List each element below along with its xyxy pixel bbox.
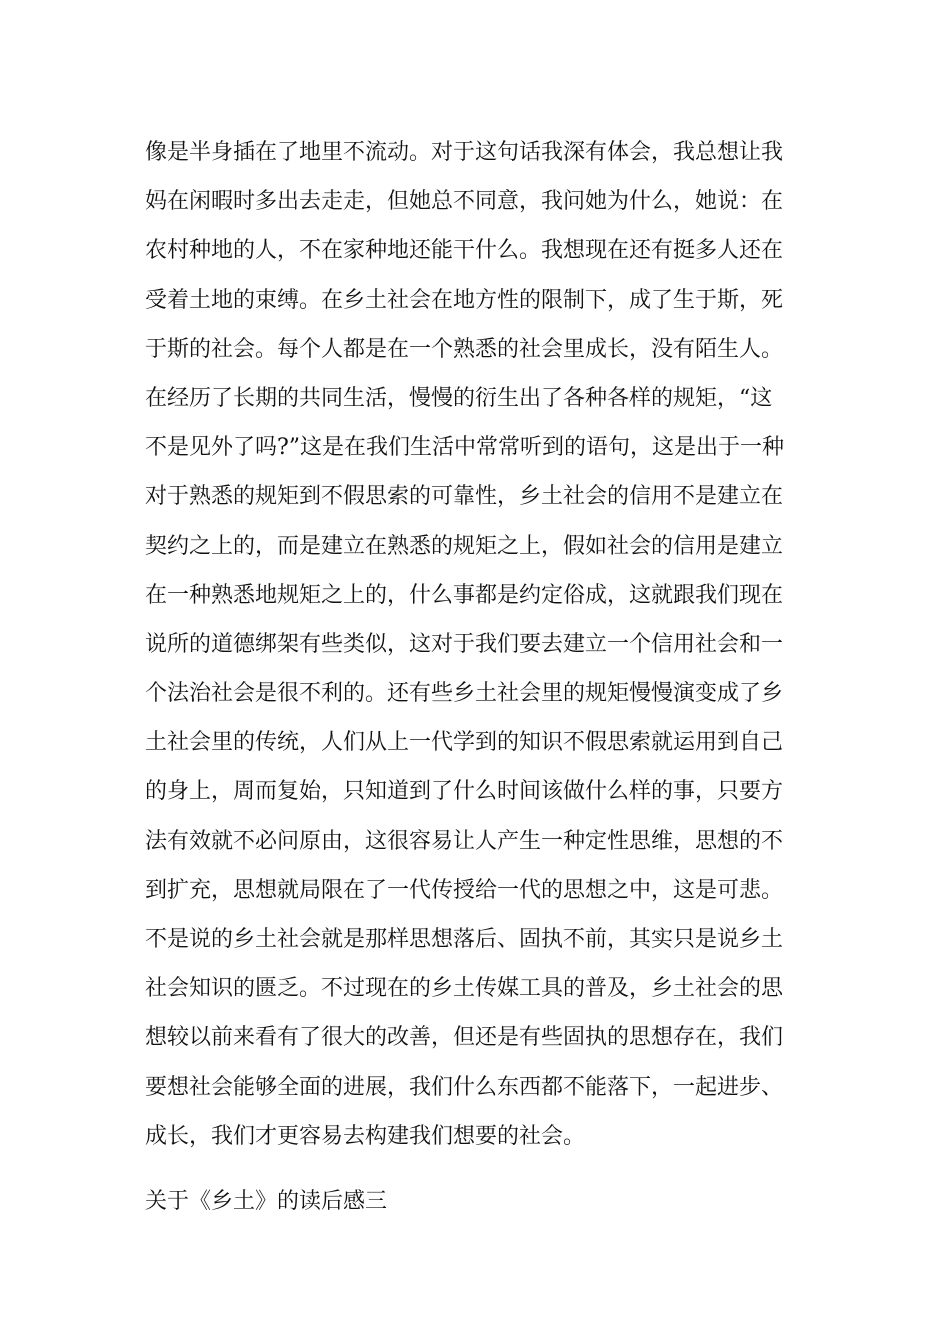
body-line: 像是半身插在了地里不流动。对于这句话我深有体会，我总想让我 [145, 140, 784, 165]
body-line: 在经历了长期的共同生活，慢慢的衍生出了各种各样的规矩，“这 [145, 385, 773, 411]
body-line: 要想社会能够全面的进展，我们什么东西都不能落下，一起进步、 [145, 1074, 784, 1100]
section-title: 关于《乡土》的读后感三 [145, 1189, 388, 1214]
body-line: 成长，我们才更容易去构建我们想要的社会。 [145, 1123, 586, 1149]
body-line: 不是见外了吗?”这是在我们生活中常常听到的语句，这是出于一种 [145, 435, 785, 461]
body-line: 受着土地的束缚。在乡土社会在地方性的限制下，成了生于斯，死 [145, 287, 784, 313]
body-line: 社会知识的匮乏。不过现在的乡土传媒工具的普及，乡土社会的思 [145, 976, 784, 1002]
body-line: 农村种地的人，不在家种地还能干什么。我想现在还有挺多人还在 [145, 238, 784, 264]
body-line: 妈在闲暇时多出去走走，但她总不同意，我问她为什么，她说：在 [145, 189, 784, 215]
body-line: 土社会里的传统，人们从上一代学到的知识不假思索就运用到自己 [145, 730, 784, 756]
body-line: 说所的道德绑架有些类似，这对于我们要去建立一个信用社会和一 [145, 631, 784, 657]
body-line: 对于熟悉的规矩到不假思索的可靠性，乡土社会的信用不是建立在 [145, 484, 784, 510]
body-line: 个法治社会是很不利的。还有些乡土社会里的规矩慢慢演变成了乡 [145, 681, 784, 707]
body-line: 契约之上的，而是建立在熟悉的规矩之上，假如社会的信用是建立 [145, 533, 784, 559]
body-line: 想较以前来看有了很大的改善，但还是有些固执的思想存在，我们 [145, 1025, 784, 1051]
body-line: 于斯的社会。每个人都是在一个熟悉的社会里成长，没有陌生人。 [145, 336, 784, 362]
body-line: 在一种熟悉地规矩之上的，什么事都是约定俗成，这就跟我们现在 [145, 582, 784, 608]
body-line: 的身上，周而复始，只知道到了什么时间该做什么样的事，只要方 [145, 779, 784, 805]
body-text [145, 128, 810, 1161]
body-line: 法有效就不必问原由，这很容易让人产生一种定性思维，思想的不 [145, 828, 784, 854]
body-line: 不是说的乡土社会就是那样思想落后、固执不前，其实只是说乡土 [145, 927, 784, 952]
body-line: 到扩充，思想就局限在了一代传授给一代的思想之中，这是可悲。 [145, 877, 784, 903]
